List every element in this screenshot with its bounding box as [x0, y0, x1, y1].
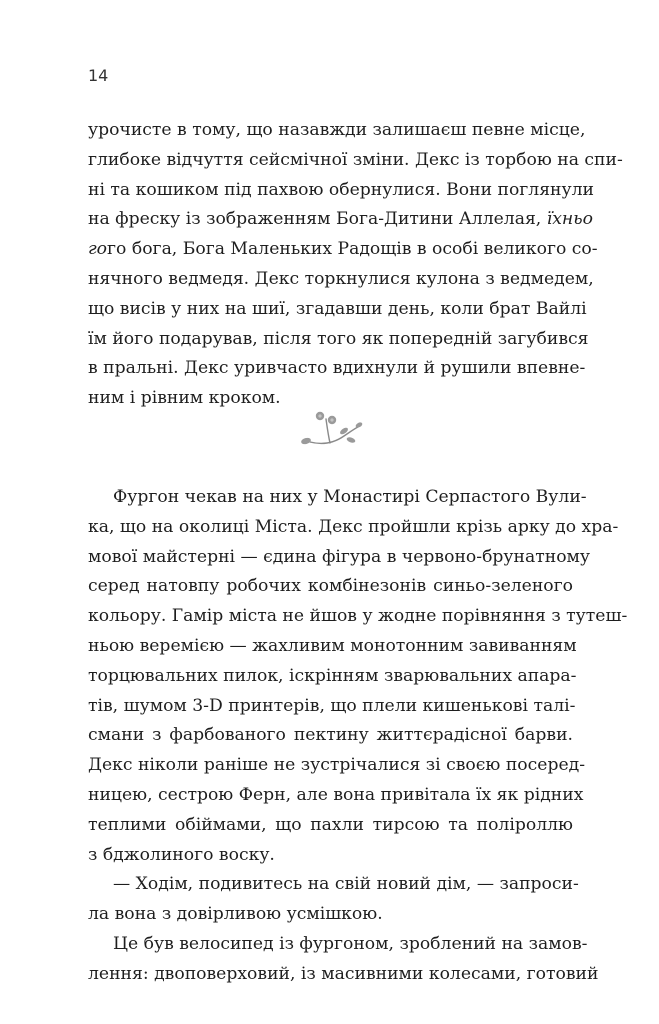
text-line: глибоке відчуття сейсмічної зміни. Декс із торбою на спи- — [88, 149, 623, 170]
text-section-2 — [88, 483, 628, 990]
text-line: їм його подарував, після того як попередній загубився — [88, 328, 589, 349]
text-line: тів, шумом 3-D принтерів, що плели кишенькові талі- — [88, 695, 576, 716]
text-line: Декс ніколи раніше не зустрічалися зі своєю посеред- — [88, 755, 586, 776]
text-line: серед натовпу робочих комбінезонів синьо-зеленого — [88, 576, 573, 597]
paragraph — [88, 930, 599, 990]
text-line: ним і рівним кроком. — [88, 388, 281, 409]
text-line: теплими обіймами, що пахли тирсою та поліроллю — [88, 814, 573, 835]
text-line: Це був велосипед із фургоном, зроблений на замов- — [113, 933, 588, 954]
paragraph — [88, 483, 628, 870]
italic-word: го — [88, 239, 108, 260]
text-line: урочисте в тому, що назавжди залишаєш певне місце, — [88, 120, 586, 140]
italic-word: їхньо — [546, 209, 593, 230]
text-line: Фургон чекав на них у Монастирі Серпастого Вули- — [113, 487, 587, 507]
text-line: ньою веремією — жахливим монотонним завиванням — [88, 635, 577, 656]
paragraph — [88, 116, 623, 414]
text-line: ка, що на околиці Міста. Декс пройшли крізь арку до хра- — [88, 516, 619, 537]
text-line: ні та кошиком під пахвою обернулися. Вони поглянули — [88, 179, 594, 200]
text-line: торцювальних пилок, іскрінням зварювальних апара- — [88, 665, 577, 686]
text-line: що висів у них на шиї, згадавши день, коли брат Вайлі — [88, 298, 587, 319]
text-line: кольору. Гамір міста не йшов у жодне порівняння з тутеш- — [88, 606, 628, 627]
paragraph — [88, 870, 579, 930]
text-segment: на фреску із зображенням Бога-Дитини Аллелая, — [88, 209, 547, 230]
text-line-with-italic — [88, 235, 598, 265]
text-line: ла вона з довірливою усмішкою. — [88, 904, 383, 925]
page-number: 14 — [88, 66, 109, 85]
text-line: смани з фарбованого пектину життєрадісної барви. — [88, 725, 573, 746]
text-line: мової майстерні — єдина фігура в червоно-брунатному — [88, 546, 591, 567]
text-line: з бджолиного воску. — [88, 844, 275, 865]
text-line: ницею, сестрою Ферн, але вона привітала їх як рідних — [88, 784, 584, 805]
text-line: в пральні. Декс уривчасто вдихнули й рушили впевне- — [88, 358, 586, 379]
text-line: нячного ведмедя. Декс торкнулися кулона з ведмедем, — [88, 268, 594, 289]
flower-branch-ornament-icon — [296, 408, 364, 452]
text-line: — Ходім, подивитесь на свій новий дім, — запроси- — [113, 874, 579, 895]
text-line: лення: двоповерховий, із масивними колесами, готовий — [88, 963, 599, 984]
text-segment: го бога, Бога Маленьких Радощів в особі великого со- — [107, 239, 598, 260]
text-section-1 — [88, 116, 623, 414]
text-line-with-italic — [88, 205, 593, 235]
